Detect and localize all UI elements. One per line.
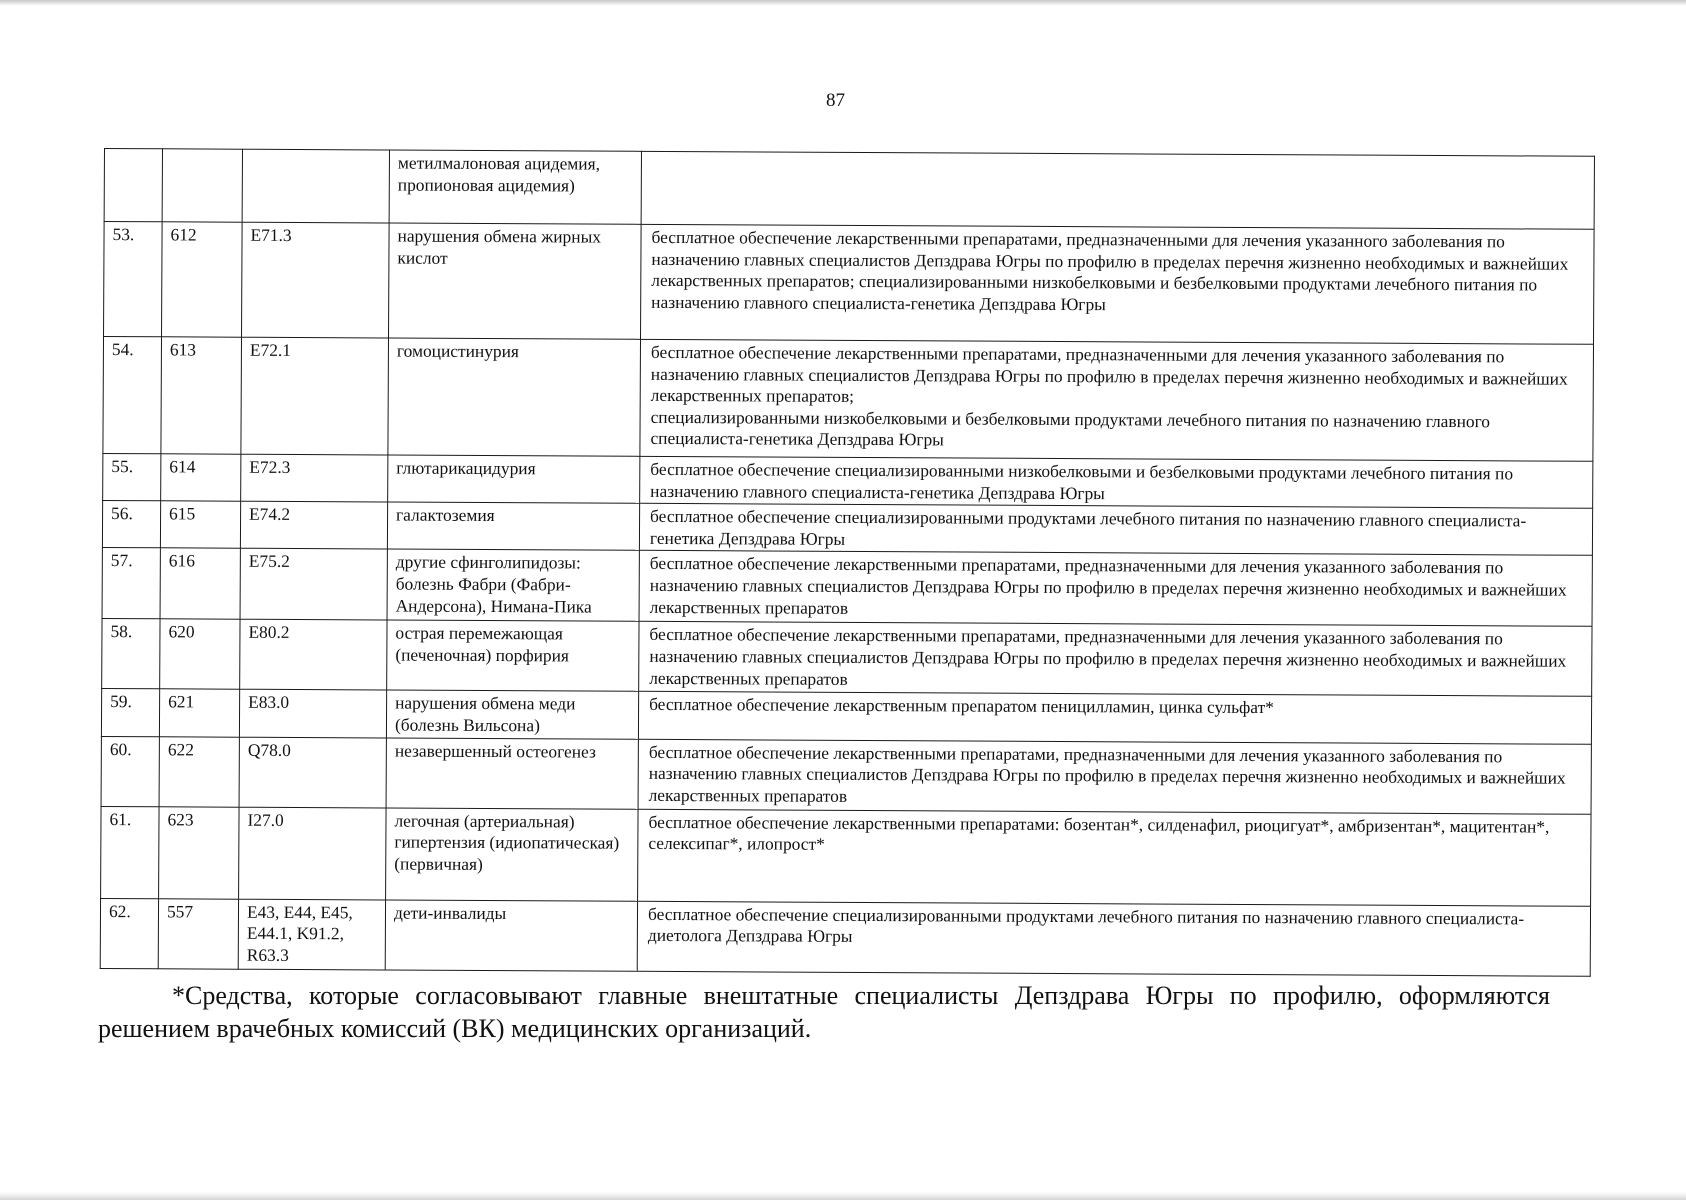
row-number: 57.	[102, 548, 160, 619]
provision-text: бесплатное обеспечение лекарственными препаратами, предназначенными для лечения указанного заболевания по назначению главных специалистов Депздрава Югры по профилю в пределах перечня жизненно необходимых и важнейших лекарственных препаратов	[638, 739, 1591, 814]
row-id: 620	[160, 619, 240, 689]
disease-name: другие сфинголипидозы: болезнь Фабри (Фабри-Андерсона), Нимана-Пика	[387, 549, 639, 621]
row-id: 622	[159, 736, 239, 806]
table-row	[101, 736, 1591, 814]
provision-text: бесплатное обеспечение лекарственными препаратами, предназначенными для лечения указанного заболевания по назначению главных специалистов Депздрава Югры по профилю в пределах перечня жизненно необходимых и важнейших лекарственных препаратов	[639, 622, 1592, 697]
disease-name: незавершенный остеогенез	[386, 738, 638, 809]
icd-code: E72.3	[241, 454, 388, 502]
icd-code: I27.0	[239, 807, 386, 900]
provision-text: бесплатное обеспечение специализированными продуктами лечебного питания по назначению главного специалиста-диетолога Депздрава Югры	[637, 901, 1590, 976]
row-number: 61.	[101, 806, 159, 898]
icd-code: E75.2	[240, 549, 387, 621]
icd-code: E83.0	[239, 690, 386, 738]
disease-name: гомоцистинурия	[388, 338, 641, 456]
row-number: 62.	[100, 898, 158, 968]
icd-code: E72.1	[241, 337, 389, 455]
table-row	[102, 548, 1592, 627]
row-id: 557	[158, 898, 238, 968]
row-id: 615	[160, 501, 240, 549]
page-number: 87	[826, 90, 845, 111]
disease-name: дети-инвалиды	[385, 900, 637, 971]
provision-text: бесплатное обеспечение лекарственными препаратами, предназначенными для лечения указанного заболевания по назначению главных специалистов Депздрава Югры по профилю в пределах перечня жизненно необходимых и важнейших лекарственных препаратов; специализированными низкобелковыми и безбелковыми продуктами лечебного питания по назначению главного специалиста-генетика Депздрава Югры	[640, 339, 1594, 461]
row-id: 613	[161, 337, 242, 454]
provision-text: бесплатное обеспечение специализированными продуктами лечебного питания по назначению главного специалиста-генетика Депздрава Югры	[639, 503, 1592, 555]
row-number: 58.	[102, 619, 160, 689]
disease-name: нарушения обмена меди (болезнь Вильсона)	[386, 690, 638, 739]
row-id: 612	[162, 222, 243, 337]
disease-name: нарушения обмена жирных кислот	[389, 223, 642, 339]
table-row	[102, 501, 1592, 556]
icd-code: E71.3	[242, 222, 390, 338]
row-number: 60.	[101, 736, 159, 806]
row-id: 623	[159, 806, 239, 898]
table-row	[104, 222, 1595, 345]
icd-code	[242, 149, 389, 223]
row-id: 621	[159, 689, 239, 737]
table-row	[101, 806, 1591, 906]
scan-edge-top	[0, 0, 1686, 6]
footnote: *Средства, которые согласовывают главные внештатные специалисты Депздрава Югры по профилю, оформляются решением врачебных комиссий (ВК) медицинских организаций.	[98, 981, 1550, 1043]
row-id: 616	[160, 548, 240, 619]
row-number: 55.	[103, 453, 161, 500]
disease-name: метилмалоновая ацидемия, пропионовая ацидемия)	[389, 150, 641, 224]
row-number: 54.	[103, 337, 162, 454]
row-number: 59.	[101, 689, 159, 736]
provision-text: бесплатное обеспечение лекарственными препаратами, предназначенными для лечения указанного заболевания по назначению главных специалистов Депздрава Югры по профилю в пределах перечня жизненно необходимых и важнейших лекарственных препаратов; специализированными низкобелковыми и безбелковыми продуктами лечебного питания по назначению главного специалиста-генетика Депздрава Югры	[641, 224, 1595, 344]
provision-text: бесплатное обеспечение лекарственными препаратами, предназначенными для лечения указанного заболевания по назначению главных специалистов Депздрава Югры по профилю в пределах перечня жизненно необходимых и важнейших лекарственных препаратов	[639, 551, 1592, 627]
provision-text: бесплатное обеспечение лекарственным препаратом пеницилламин, цинка сульфат*	[638, 692, 1591, 744]
table-row	[103, 337, 1594, 462]
icd-code: E74.2	[240, 501, 387, 549]
table-row	[101, 689, 1591, 744]
icd-code: E80.2	[240, 620, 387, 691]
benefits-table	[100, 148, 1595, 976]
row-id: 614	[161, 454, 241, 502]
table-row	[104, 149, 1594, 230]
row-number: 53.	[104, 222, 163, 337]
scan-edge-bottom	[0, 1192, 1686, 1200]
provision-text	[641, 151, 1594, 229]
icd-code: E43, E44, E45, E44.1, K91.2, R63.3	[238, 899, 385, 970]
provision-text: бесплатное обеспечение лекарственными препаратами: бозентан*, силденафил, риоцигуат*, амбризентан*, мацитентан*, селексипаг*, илопрост*	[638, 809, 1591, 906]
disease-name: легочная (артериальная) гипертензия (идиопатическая) (первичная)	[386, 808, 638, 901]
table-row	[100, 898, 1590, 976]
disease-name: глютарикацидурия	[388, 455, 640, 504]
disease-name: галактоземия	[387, 502, 639, 551]
table-row	[102, 619, 1592, 697]
row-number	[104, 149, 162, 222]
disease-name: острая перемежающая (печеночная) порфирия	[387, 620, 639, 691]
icd-code: Q78.0	[239, 737, 386, 808]
row-id	[162, 149, 242, 222]
row-number: 56.	[102, 501, 160, 548]
provision-text: бесплатное обеспечение специализированными низкобелковыми и безбелковыми продуктами лечебного питания по назначению главного специалиста-генетика Депздрава Югры	[640, 456, 1593, 508]
table-row	[103, 453, 1593, 508]
